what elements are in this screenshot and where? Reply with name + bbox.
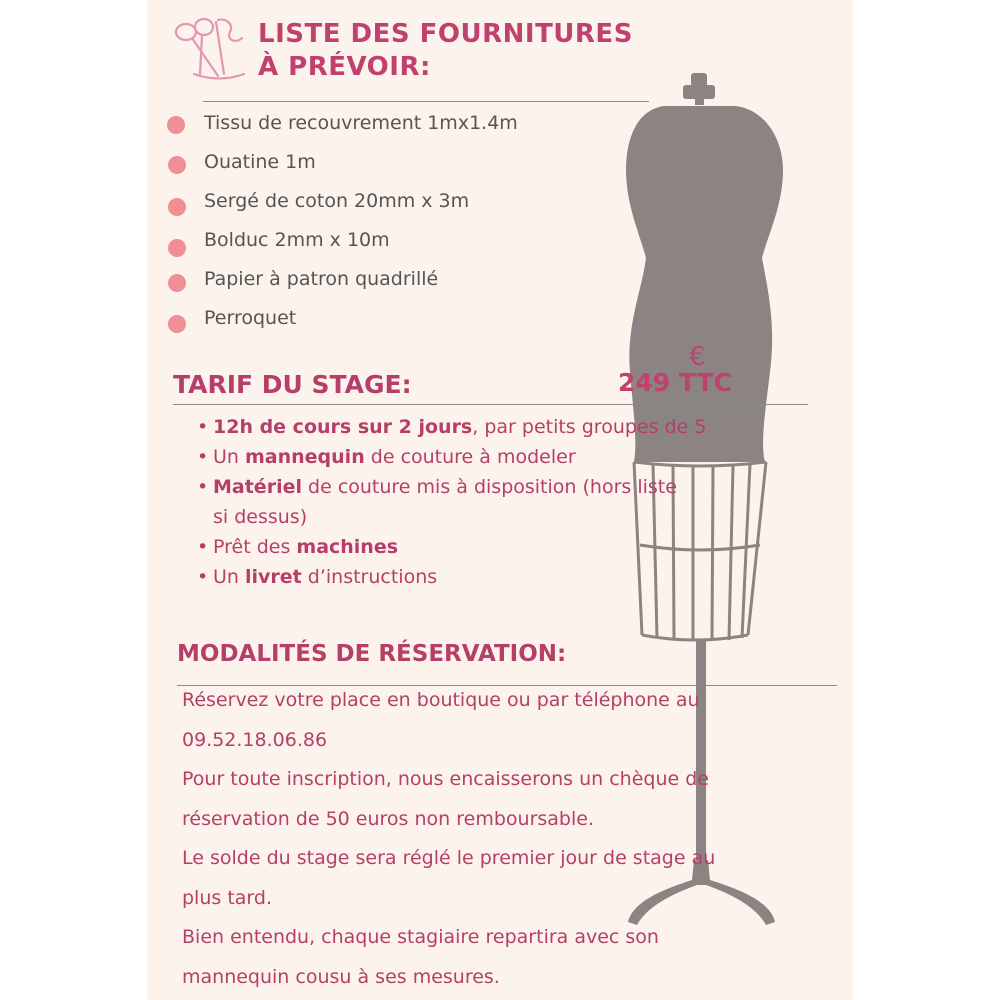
supply-item [0,229,560,259]
title-divider [203,101,649,102]
feature-item [197,532,706,562]
supplies-title [258,18,633,84]
feature-post: , par petits groupes de 5 [472,416,707,438]
supplies-title-line2: À PRÉVOIR: [258,52,431,82]
supply-item-label: Tissu de recouvrement 1mx1.4m [204,112,518,134]
reservation-line: Pour toute inscription, nous encaisserons un chèque de [182,768,709,790]
reservation-line: Bien entendu, chaque stagiaire repartira avec son [182,926,659,948]
supply-item [0,190,560,220]
supplies-title-line1: LISTE DES FOURNITURES [258,19,633,49]
bullet-dot-icon [168,274,186,292]
reservation-line: Le solde du stage sera réglé le premier jour de stage au [182,847,716,869]
supply-item-label: Bolduc 2mm x 10m [204,229,390,251]
supply-item-label: Ouatine 1m [204,151,316,173]
bullet-dot-icon [168,239,186,257]
feature-item [197,412,706,442]
tarif-features-list [197,412,706,592]
supply-item [0,268,560,298]
scissors-logo-icon [170,14,250,86]
feature-bold: livret [245,566,302,588]
feature-item [197,442,706,472]
reservation-line: mannequin cousu à ses mesures. [182,965,500,988]
reservation-line: plus tard. [182,886,272,909]
tarif-heading: TARIF DU STAGE: [173,370,412,399]
supply-item-label: Perroquet [204,307,297,329]
price-value: 249 TTC [618,368,732,397]
bullet-dot-icon [167,116,185,134]
bullet-dot-icon [168,156,186,174]
bullet-dot-icon [168,198,186,216]
supply-item-label: Papier à patron quadrillé [204,268,439,290]
reservation-text [182,681,812,997]
bullet-dot-icon [168,315,186,333]
supply-item [0,307,560,337]
feature-pre: Un [213,446,245,468]
feature-bold: machines [296,536,399,558]
reservation-phone: 09.52.18.06.86 [182,728,328,751]
feature-item [197,472,706,532]
supply-item-label: Sergé de coton 20mm x 3m [204,190,470,212]
feature-post: de couture à modeler [364,446,576,468]
price-currency: € [689,342,706,372]
feature-post: d’instructions [301,566,438,588]
tarif-divider [173,404,808,405]
supply-item [0,112,560,142]
reservation-line: réservation de 50 euros non remboursable. [182,807,594,830]
feature-bold: mannequin [245,446,365,468]
feature-continuation: si dessus) [213,506,308,528]
reservation-line: Réservez votre place en boutique ou par téléphone au [182,689,700,711]
feature-pre: Un [213,566,245,588]
feature-bold: 12h de cours sur 2 jours [213,416,473,438]
feature-pre: Prêt des [213,536,297,558]
feature-bold: Matériel [213,476,302,498]
feature-post: de couture mis à disposition (hors liste [301,476,677,498]
reservation-heading: MODALITÉS DE RÉSERVATION: [177,641,567,667]
supply-item [0,151,560,181]
feature-item [197,562,706,592]
